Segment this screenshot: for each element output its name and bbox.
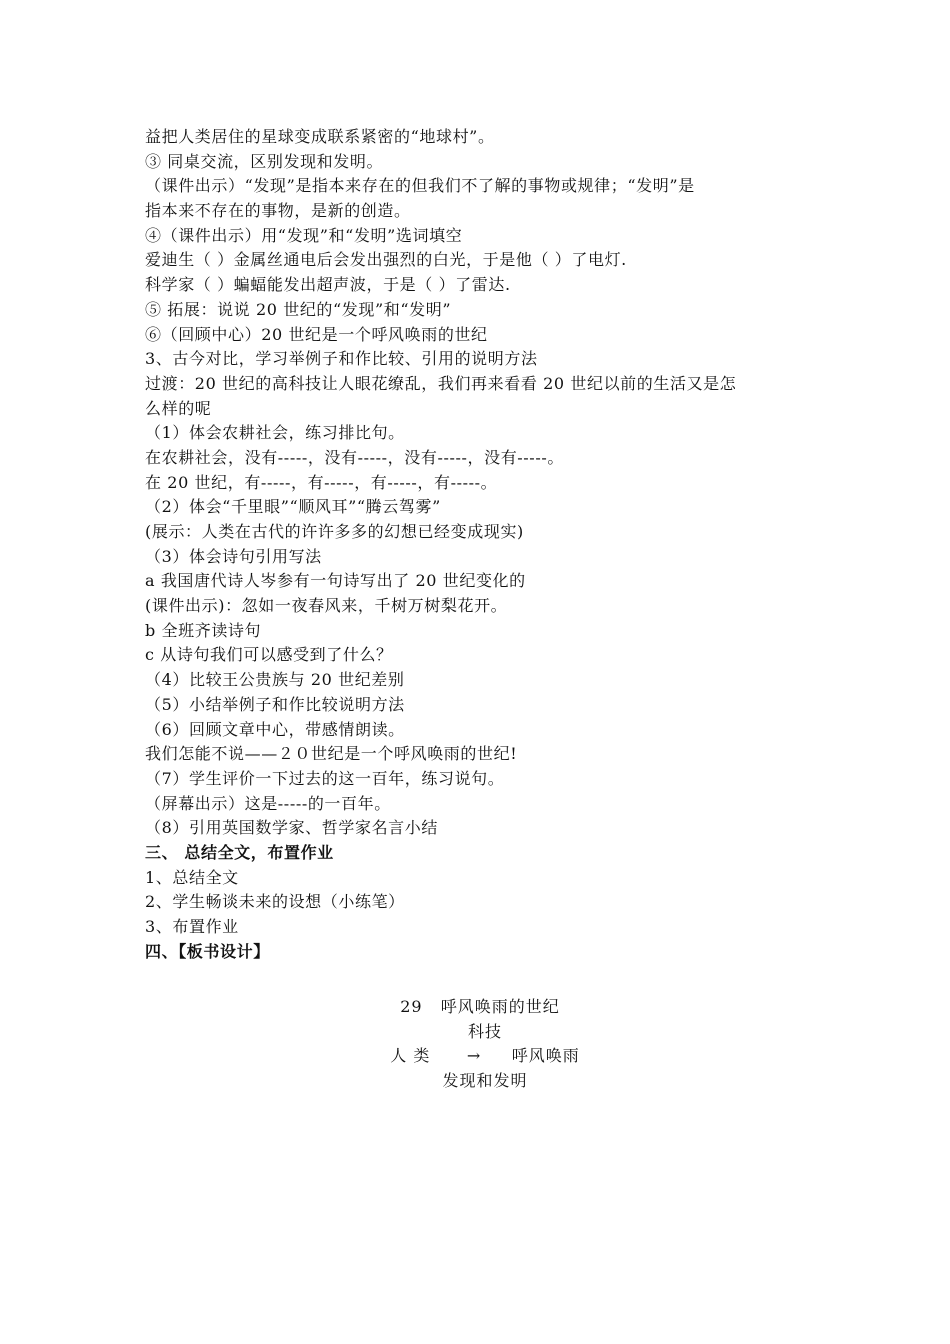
text-line: 指本来不存在的事物，是新的创造。 bbox=[145, 201, 411, 221]
text-line: （屏幕出示）这是-----的一百年。 bbox=[145, 793, 391, 813]
text-line: 2、学生畅谈未来的设想（小练笔） bbox=[145, 892, 405, 912]
text-line: 爱迪生（ ）金属丝通电后会发出强烈的白光，于是他（ ）了电灯. bbox=[145, 250, 627, 270]
text-line: （6）回顾文章中心，带感情朗读。 bbox=[145, 719, 405, 739]
section-heading: 三、 总结全文，布置作业 bbox=[145, 842, 334, 862]
text-line: c 从诗句我们可以感受到了什么？ bbox=[145, 645, 393, 665]
text-line: (课件出示)：忽如一夜春风来，千树万树梨花开。 bbox=[145, 596, 508, 616]
text-line: 么样的呢 bbox=[145, 398, 212, 418]
board-line-people: 人 类 → 呼风唤雨 bbox=[390, 1046, 580, 1066]
text-line: (展示：人类在古代的许许多多的幻想已经变成现实) bbox=[145, 522, 524, 541]
text-line: （3）体会诗句引用写法 bbox=[145, 546, 322, 566]
board-line-tech: 科技 bbox=[467, 1021, 502, 1041]
text-line: 3、布置作业 bbox=[145, 917, 239, 936]
text-line: （5）小结举例子和作比较说明方法 bbox=[145, 694, 405, 714]
text-line: a 我国唐代诗人岑参有一句诗写出了 20 世纪变化的 bbox=[145, 571, 526, 591]
text-line: 1、总结全文 bbox=[145, 867, 239, 887]
text-line: ⑤ 拓展：说说 20 世纪的“发现”和“发明” bbox=[145, 299, 452, 319]
text-line: 3、古今对比，学习举例子和作比较、引用的说明方法 bbox=[145, 349, 538, 369]
text-line: 过渡：20 世纪的高科技让人眼花缭乱，我们再来看看 20 世纪以前的生活又是怎 bbox=[145, 373, 737, 393]
text-line: ④（课件出示）用“发现”和“发明”选词填空 bbox=[145, 225, 463, 245]
text-line: 我们怎能不说——２０世纪是一个呼风唤雨的世纪! bbox=[145, 744, 518, 764]
text-line: （课件出示）“发现”是指本来存在的但我们不了解的事物或规律；“发明”是 bbox=[145, 176, 695, 196]
text-line: （1）体会农耕社会，练习排比句。 bbox=[145, 423, 405, 443]
text-line: （8）引用英国数学家、哲学家名言小结 bbox=[145, 818, 438, 838]
board-design bbox=[145, 995, 825, 1094]
section-heading: 四、【板书设计】 bbox=[145, 941, 270, 961]
text-line: （7）学生评价一下过去的这一百年，练习说句。 bbox=[145, 768, 505, 788]
text-line: 益把人类居住的星球变成联系紧密的“地球村”。 bbox=[145, 127, 495, 146]
text-line: 科学家（ ）蝙蝠能发出超声波，于是（ ）了雷达. bbox=[145, 275, 511, 295]
board-line-discovery: 发现和发明 bbox=[442, 1071, 528, 1091]
text-line: （2）体会“千里眼”“顺风耳”“腾云驾雾” bbox=[145, 497, 441, 517]
text-line: b 全班齐读诗句 bbox=[145, 620, 262, 640]
text-line: （4）比较王公贵族与 20 世纪差别 bbox=[145, 670, 405, 690]
text-line: 在农耕社会，没有-----，没有-----，没有-----，没有-----。 bbox=[145, 447, 564, 467]
document-page bbox=[145, 125, 825, 1091]
text-line: ③ 同桌交流，区别发现和发明。 bbox=[145, 151, 384, 171]
text-line: ⑥（回顾中心）20 世纪是一个呼风唤雨的世纪 bbox=[145, 324, 488, 344]
board-title: 29 呼风唤雨的世纪 bbox=[400, 997, 560, 1016]
text-line: 在 20 世纪，有-----，有-----，有-----，有-----。 bbox=[145, 472, 498, 492]
